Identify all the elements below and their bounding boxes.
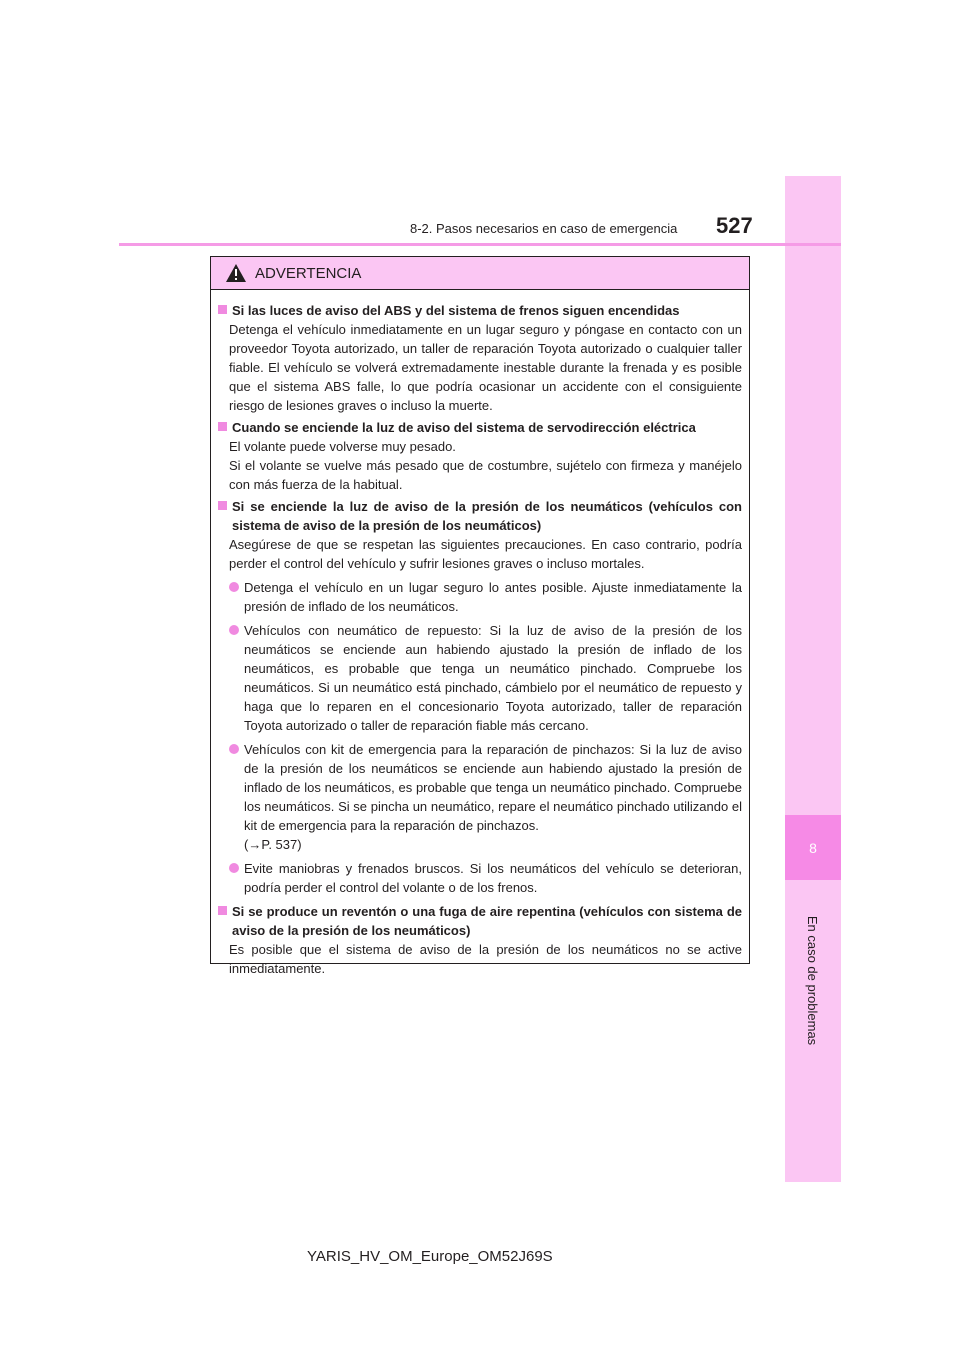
square-bullet-icon [218,305,227,314]
warning-paragraph: Si el volante se vuelve más pesado que de costumbre, sujételo con firmeza y manéjelo con más fuerza de la habitual. [229,458,742,492]
warning-paragraph: El volante puede volverse muy pesado. [229,439,456,454]
list-item: Detenga el vehículo en un lugar seguro lo antes posible. Ajuste inmediatamente la presión de inflado de los neumáticos. [218,578,742,616]
round-bullet-icon [229,863,239,873]
warning-box [210,256,750,976]
warning-heading: Si se enciende la luz de aviso de la presión de los neumáticos (vehículos con sistema de aviso de la presión de los neumáticos) [218,497,742,535]
warning-heading: Si se produce un reventón o una fuga de aire repentina (vehículos con sistema de aviso de la presión de los neumáticos) [218,902,742,940]
chapter-number: 8 [785,815,841,880]
square-bullet-icon [218,422,227,431]
list-item: Vehículos con neumático de repuesto: Si la luz de aviso de la presión de los neumáticos se enciende aun habiendo ajustado la presión de inflado de los neumáticos, es probable que tenga un neumático pinchado. Compruebe los neumáticos. Si un neumático está pinchado, cámbielo por el neumático de repuesto y haga que lo reparen en el concesionario Toyota autorizado, taller de reparación Toyota autorizado o taller de reparación fiable más cercano. [218,621,742,735]
chapter-title-vertical [785,880,841,1080]
round-bullet-icon [229,625,239,635]
round-bullet-icon [229,582,239,592]
page-reference: (→P. 537) [244,837,302,852]
warning-heading: Si las luces de aviso del ABS y del sistema de frenos siguen encendidas [218,301,742,320]
section-title: 8-2. Pasos necesarios en caso de emergencia [410,221,678,236]
square-bullet-icon [218,501,227,510]
chapter-title: En caso de problemas [805,915,821,1045]
warning-title: ADVERTENCIA [255,264,362,282]
warning-paragraph: Es posible que el sistema de aviso de la presión de los neumáticos no se active inmediatamente. [229,942,742,976]
warning-header [211,257,749,290]
warning-heading: Cuando se enciende la luz de aviso del sistema de servodirección eléctrica [218,418,742,437]
list-item-text: Vehículos con kit de emergencia para la reparación de pinchazos: Si la luz de aviso de la presión de los neumáticos se enciende aun habiendo ajustado la presión de inflado de los neumáticos, es probable que tenga un neumático pinchado. Compruebe los neumáticos. Si se pincha un neumático, repare el neumático pinchado utilizando el kit de emergencia para la reparación de pinchazos. [244,742,742,833]
square-bullet-icon [218,906,227,915]
list-item [218,740,742,854]
list-item: Evite maniobras y frenados bruscos. Si los neumáticos del vehículo se deterioran, podría perder el control del volante o de los frenos. [218,859,742,897]
model-code-footer: YARIS_HV_OM_Europe_OM52J69S [307,1248,553,1265]
warning-paragraph: Detenga el vehículo inmediatamente en un lugar seguro y póngase en contacto con un proveedor Toyota autorizado, un taller de reparación Toyota autorizado o cualquier taller fiable. El vehículo se volverá extremadamente inestable durante la frenada y es posible que el sistema ABS falle, lo que podría ocasionar un accidente con el consiguiente riesgo de lesiones graves o incluso la muerte. [229,322,742,413]
page-number: 527 [716,213,753,238]
header-divider [119,243,841,246]
warning-paragraph: Asegúrese de que se respetan las siguientes precauciones. En caso contrario, podría perder el control del vehículo y sufrir lesiones graves o incluso mortales. [229,537,742,571]
round-bullet-icon [229,744,239,754]
warning-triangle-icon [225,263,247,283]
warning-body [211,290,749,978]
